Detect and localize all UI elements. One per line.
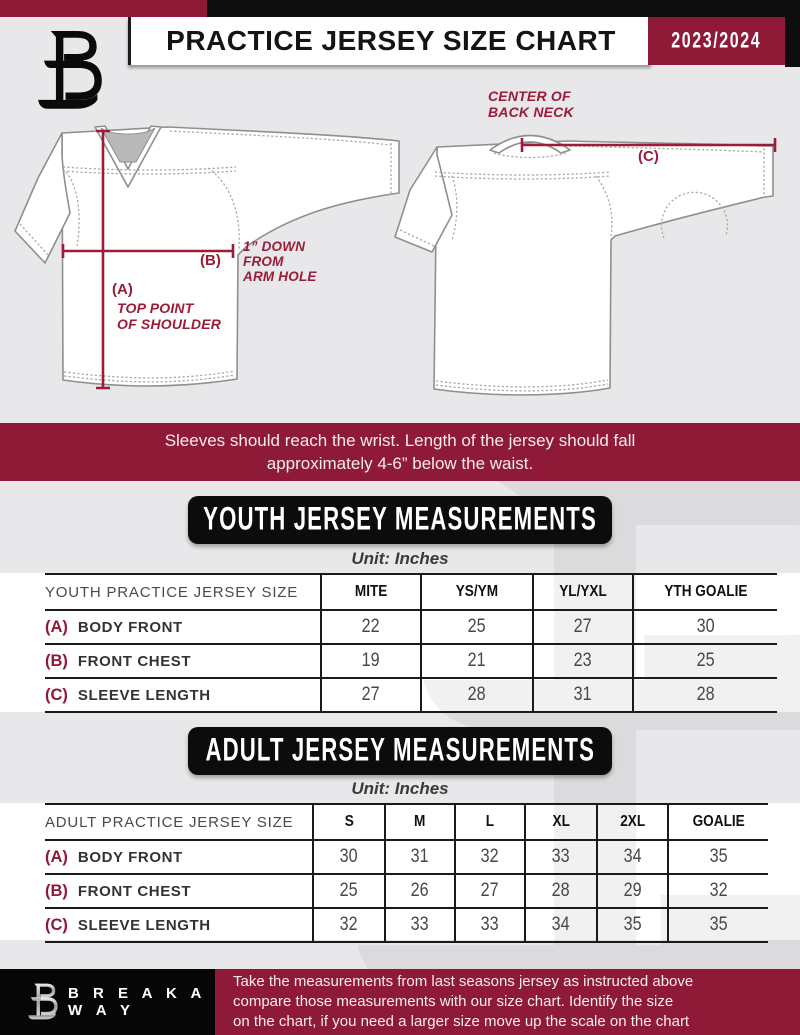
cell: 27 <box>533 610 633 644</box>
shoulder-line1: TOP POINT <box>117 300 194 316</box>
cell: 28 <box>421 678 533 712</box>
shoulder-annotation <box>117 300 221 332</box>
header-top-black-strip <box>207 0 800 17</box>
adult-table-title: ADULT PRACTICE JERSEY SIZE <box>45 804 313 840</box>
shoulder-line2: OF SHOULDER <box>117 316 222 332</box>
cell: 25 <box>421 610 533 644</box>
season-label: 2023/2024 <box>671 28 762 53</box>
notice-line1: Sleeves should reach the wrist. Length of the jersey should fall <box>164 431 636 450</box>
label-B: (B) <box>200 252 221 269</box>
page-title: PRACTICE JERSEY SIZE CHART <box>166 25 616 56</box>
front-jersey-body <box>62 127 399 386</box>
fit-notice-banner <box>0 423 800 481</box>
youth-row-sleeve-length <box>45 678 777 712</box>
arm-hole-line2: FROM <box>243 254 284 269</box>
cell: 26 <box>385 874 455 908</box>
cell: 31 <box>533 678 633 712</box>
back-neck-line2: BACK NECK <box>488 104 574 120</box>
arm-hole-annotation <box>243 239 317 284</box>
cell: 35 <box>668 908 768 942</box>
adult-col-xl: XL <box>525 804 597 840</box>
cell: 32 <box>668 874 768 908</box>
adult-size-table <box>45 803 768 943</box>
adult-row-label: (C) SLEEVE LENGTH <box>45 908 313 942</box>
youth-unit-label: Unit: Inches <box>351 549 449 568</box>
footer-note-line1: Take the measurements from last seasons jersey as instructed above <box>233 973 694 990</box>
footer-instructions <box>215 969 800 1035</box>
title-bar <box>128 17 651 65</box>
adult-section-banner <box>188 727 612 775</box>
header-corner-black <box>785 0 800 67</box>
footer-brand-block <box>0 969 215 1035</box>
cell: 25 <box>313 874 385 908</box>
cell: 30 <box>313 840 385 874</box>
footer-note-line2: compare those measurements with our size chart. Identify the size <box>233 993 674 1010</box>
cell: 27 <box>321 678 421 712</box>
label-A: (A) <box>112 281 133 298</box>
cell: 35 <box>668 840 768 874</box>
adult-unit-label: Unit: Inches <box>351 779 449 798</box>
adult-row-sleeve-length <box>45 908 768 942</box>
youth-section-banner <box>188 496 612 544</box>
youth-header-row <box>45 574 777 610</box>
adult-col-l: L <box>455 804 525 840</box>
arm-hole-line1: 1” DOWN <box>243 239 306 254</box>
adult-col-s: S <box>313 804 385 840</box>
youth-row-label: (B) FRONT CHEST <box>45 644 321 678</box>
adult-col-2xl: 2XL <box>597 804 668 840</box>
adult-header-row <box>45 804 768 840</box>
cell: 34 <box>597 840 668 874</box>
cell: 25 <box>633 644 777 678</box>
cell: 32 <box>455 840 525 874</box>
cell: 27 <box>455 874 525 908</box>
cell: 30 <box>633 610 777 644</box>
adult-col-goalie: GOALIE <box>668 804 768 840</box>
footer-brand-name: B R E A K A W A Y <box>68 985 206 1019</box>
youth-table-title: YOUTH PRACTICE JERSEY SIZE <box>45 574 321 610</box>
adult-row-front-chest <box>45 874 768 908</box>
youth-banner-text: YOUTH JERSEY MEASUREMENTS <box>203 501 597 538</box>
adult-col-m: M <box>385 804 455 840</box>
youth-col-ylyxl: YL/YXL <box>533 574 633 610</box>
cell: 28 <box>525 874 597 908</box>
cell: 28 <box>633 678 777 712</box>
cell: 21 <box>421 644 533 678</box>
back-neck-line1: CENTER OF <box>488 88 571 104</box>
youth-row-label: (A) BODY FRONT <box>45 610 321 644</box>
youth-row-front-chest <box>45 644 777 678</box>
cell: 33 <box>455 908 525 942</box>
arm-hole-line3: ARM HOLE <box>243 269 317 284</box>
season-badge <box>648 17 785 65</box>
cell: 23 <box>533 644 633 678</box>
youth-row-label: (C) SLEEVE LENGTH <box>45 678 321 712</box>
jersey-diagram <box>0 85 800 425</box>
cell: 19 <box>321 644 421 678</box>
cell: 29 <box>597 874 668 908</box>
youth-row-body-front <box>45 610 777 644</box>
cell: 33 <box>385 908 455 942</box>
footer-breakaway-logo-icon <box>26 981 60 1023</box>
cell: 22 <box>321 610 421 644</box>
cell: 32 <box>313 908 385 942</box>
cell: 31 <box>385 840 455 874</box>
footer-note-line3: on the chart, if you need a larger size move up the scale on the chart <box>233 1013 690 1030</box>
youth-size-table <box>45 573 777 713</box>
youth-col-ysym: YS/YM <box>421 574 533 610</box>
adult-row-label: (A) BODY FRONT <box>45 840 313 874</box>
youth-col-mite: MITE <box>321 574 421 610</box>
header-top-maroon-strip <box>0 0 207 17</box>
cell: 34 <box>525 908 597 942</box>
adult-banner-text: ADULT JERSEY MEASUREMENTS <box>205 732 595 769</box>
youth-col-goalie: YTH GOALIE <box>633 574 777 610</box>
label-C: (C) <box>638 148 659 165</box>
cell: 33 <box>525 840 597 874</box>
cell: 35 <box>597 908 668 942</box>
adult-row-body-front <box>45 840 768 874</box>
notice-line2: approximately 4-6” below the waist. <box>266 454 534 473</box>
back-neck-annotation <box>488 88 574 120</box>
breakaway-b-logo-icon <box>33 26 107 116</box>
adult-row-label: (B) FRONT CHEST <box>45 874 313 908</box>
